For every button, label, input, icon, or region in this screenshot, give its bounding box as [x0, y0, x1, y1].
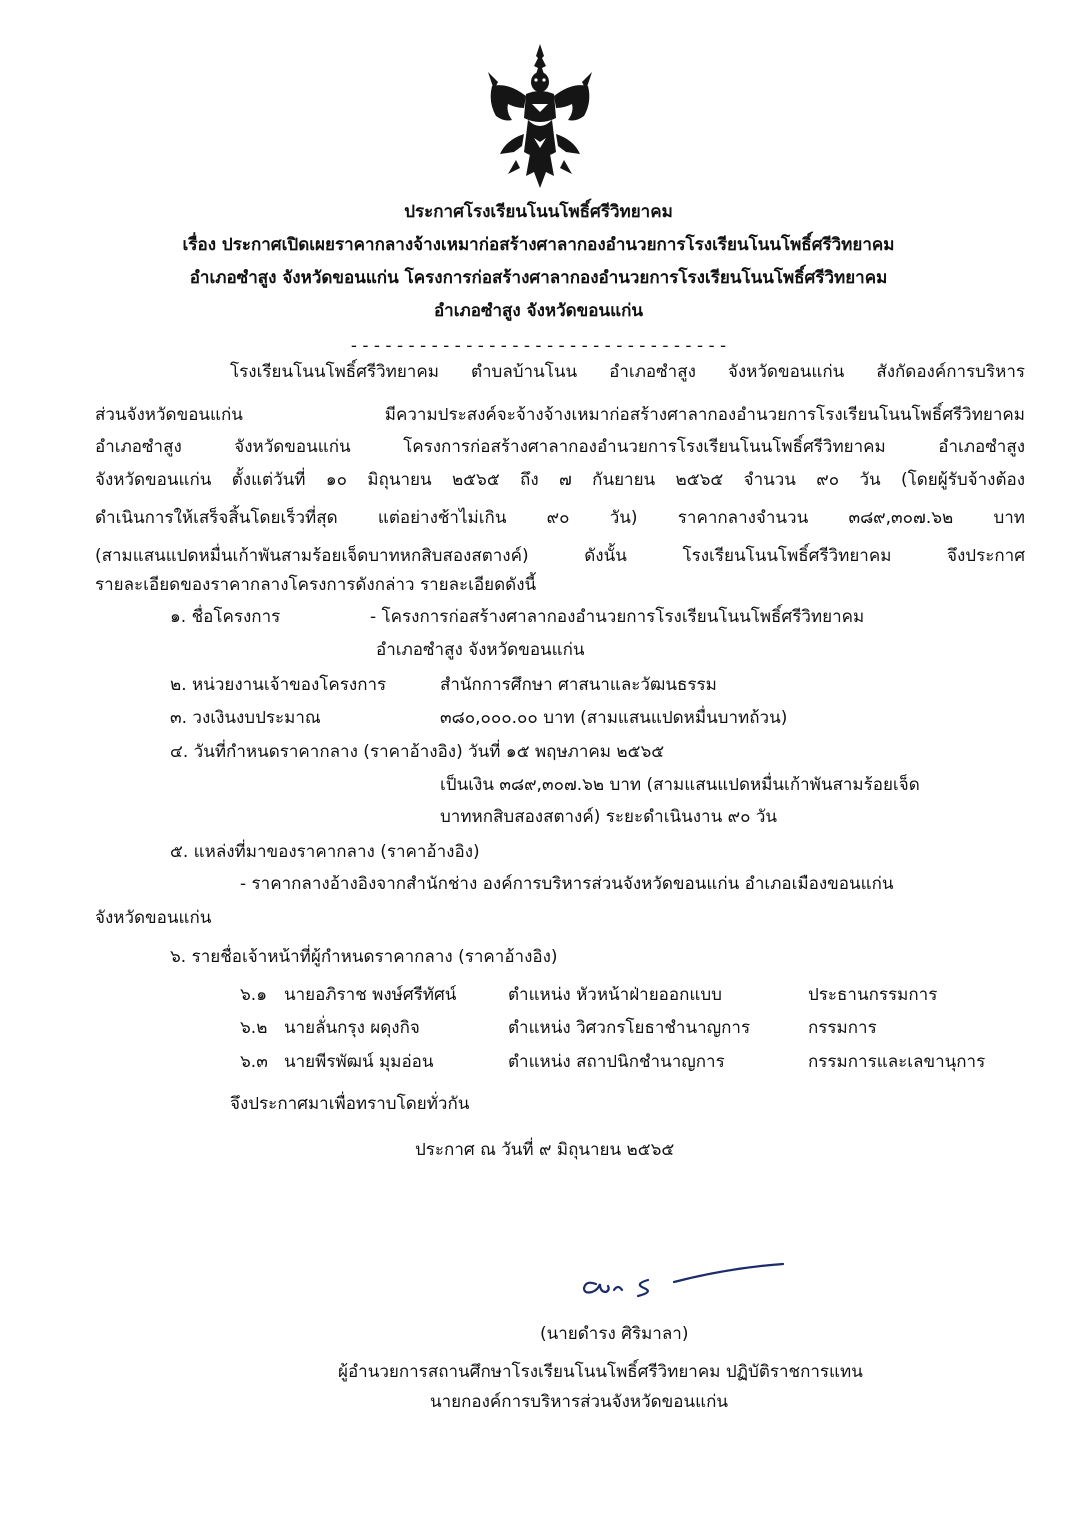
committee-position: ตำแหน่ง หัวหน้าฝ่ายออกแบบ [508, 985, 722, 1005]
subject-line-3: อำเภอซำสูง จังหวัดขอนแก่น [433, 301, 644, 321]
committee-role: ประธานกรรมการ [808, 985, 938, 1005]
subject-line-2: อำเภอซำสูง จังหวัดขอนแก่น โครงการก่อสร้างศาลากองอำนวยการโรงเรียนโนนโพธิ์ศรีวิทยาคม [189, 268, 888, 288]
item-4-value-cont: บาทหกสิบสองสตางค์) ระยะดำเนินงาน ๙๐ วัน [440, 807, 778, 827]
signer-title-cont: นายกองค์การบริหารส่วนจังหวัดขอนแก่น [430, 1392, 728, 1412]
item-3-value: ๓๘๐,๐๐๐.๐๐ บาท (สามแสนแปดหมื่นบาทถ้วน) [440, 708, 788, 728]
signer-title: ผู้อำนวยการสถานศึกษาโรงเรียนโนนโพธิ์ศรีวิทยาคม ปฏิบัติราชการแทน [338, 1362, 863, 1382]
item-2-value: สำนักการศึกษา ศาสนาและวัฒนธรรม [440, 675, 717, 695]
item-5-value-cont: จังหวัดขอนแก่น [95, 908, 212, 928]
announcement-title: ประกาศโรงเรียนโนนโพธิ์ศรีวิทยาคม [404, 202, 673, 222]
body-line-6: (สามแสนแปดหมื่นเก้าพันสามร้อยเจ็ดบาทหกสิบสองสตางค์) ดังนั้น โรงเรียนโนนโพธิ์ศรีวิทยาคม จึงประกาศ [95, 546, 1025, 566]
item-1-label: ๑. ชื่อโครงการ [170, 607, 281, 627]
committee-role: กรรมการและเลขานุการ [808, 1052, 986, 1072]
body-line-5: ดำเนินการให้เสร็จสิ้นโดยเร็วที่สุด แต่อย่างช้าไม่เกิน ๙๐ วัน) ราคากลางจำนวน ๓๘๙,๓๐๗.๖๒ บาท [95, 508, 1025, 528]
item-2-label: ๒. หน่วยงานเจ้าของโครงการ [170, 675, 387, 695]
handwritten-signature [578, 1262, 788, 1302]
committee-name: นายอภิราช พงษ์ศรีทัศน์ [284, 985, 457, 1005]
item-1-value: - โครงการก่อสร้างศาลากองอำนวยการโรงเรียนโนนโพธิ์ศรีวิทยาคม [370, 607, 865, 627]
committee-position: ตำแหน่ง สถาปนิกชำนาญการ [508, 1052, 725, 1072]
body-line-4: จังหวัดขอนแก่น ตั้งแต่วันที่ ๑๐ มิถุนายน ๒๕๖๕ ถึง ๗ กันยายน ๒๕๖๕ จำนวน ๙๐ วัน (โดยผู้รับจ้างต้อง [95, 470, 1025, 490]
item-3-label: ๓. วงเงินงบประมาณ [170, 708, 321, 728]
committee-role: กรรมการ [808, 1018, 877, 1038]
committee-name: นายลั่นกรุง ผดุงกิจ [284, 1018, 420, 1038]
body-line-3: อำเภอซำสูง จังหวัดขอนแก่น โครงการก่อสร้างศาลากองอำนวยการโรงเรียนโนนโพธิ์ศรีวิทยาคม อำเภอซำสูง [95, 437, 1025, 457]
item-5-label: ๕. แหล่งที่มาของราคากลาง (ราคาอ้างอิง) [170, 842, 480, 862]
item-1-value-cont: อำเภอซำสูง จังหวัดขอนแก่น [376, 640, 585, 660]
body-line-1: โรงเรียนโนนโพธิ์ศรีวิทยาคม ตำบลบ้านโนน อำเภอซำสูง จังหวัดขอนแก่น สังกัดองค์การบริหาร [230, 362, 1025, 382]
committee-no: ๖.๓ [240, 1052, 268, 1072]
item-4-value: เป็นเงิน ๓๘๙,๓๐๗.๖๒ บาท (สามแสนแปดหมื่นเก้าพันสามร้อยเจ็ด [440, 775, 920, 795]
subject-line-1: เรื่อง ประกาศเปิดเผยราคากลางจ้างเหมาก่อสร้างศาลากองอำนวยการโรงเรียนโนนโพธิ์ศรีวิทยาคม [182, 235, 895, 255]
signer-name: (นายดำรง ศิริมาลา) [540, 1324, 689, 1344]
garuda-emblem [486, 42, 594, 192]
committee-no: ๖.๒ [240, 1018, 268, 1038]
closing-announce: จึงประกาศมาเพื่อทราบโดยทั่วกัน [230, 1094, 470, 1114]
committee-no: ๖.๑ [240, 985, 267, 1005]
body-line-7: รายละเอียดของราคากลางโครงการดังกล่าว รายละเอียดดังนี้ [95, 575, 537, 595]
announce-date: ประกาศ ณ วันที่ ๙ มิถุนายน ๒๕๖๕ [415, 1140, 675, 1160]
item-6-label: ๖. รายชื่อเจ้าหน้าที่ผู้กำหนดราคากลาง (ราคาอ้างอิง) [170, 947, 558, 967]
item-4-label: ๔. วันที่กำหนดราคากลาง (ราคาอ้างอิง) วันที่ ๑๕ พฤษภาคม ๒๕๖๕ [170, 742, 665, 762]
item-5-value: - ราคากลางอ้างอิงจากสำนักช่าง องค์การบริหารส่วนจังหวัดขอนแก่น อำเภอเมืองขอนแก่น [240, 874, 894, 894]
header-divider: - - - - - - - - - - - - - - - - - - - - - - - - - - - - - - - - - [350, 336, 727, 356]
body-line-2: ส่วนจังหวัดขอนแก่น มีความประสงค์จะจ้างจ้างเหมาก่อสร้างศาลากองอำนวยการโรงเรียนโนนโพธิ์ศรีวิทยาคม [95, 405, 1025, 425]
committee-name: นายพีรพัฒน์ มุมอ่อน [284, 1052, 434, 1072]
committee-position: ตำแหน่ง วิศวกรโยธาชำนาญการ [508, 1018, 751, 1038]
